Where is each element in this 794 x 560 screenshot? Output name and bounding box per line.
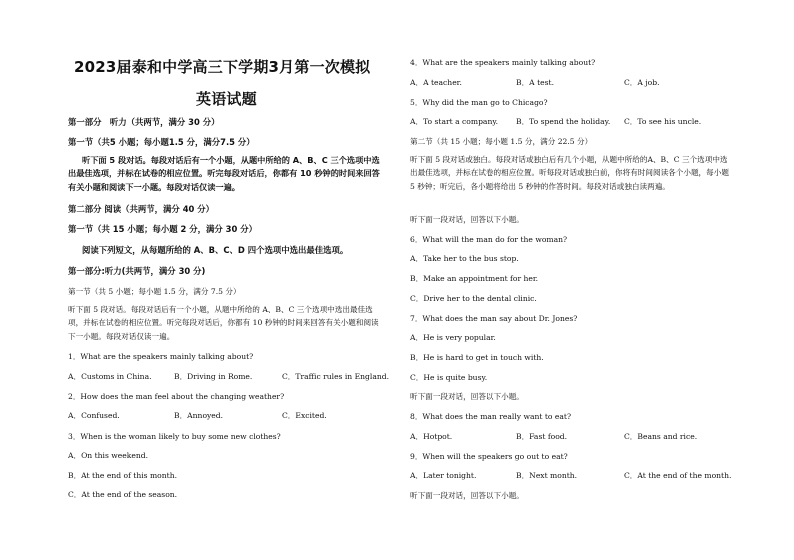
part1b-heading: 第一部分:听力(共两节，满分 30 分) [68, 266, 206, 276]
q9-option-c: C．At the end of the month. [624, 471, 732, 480]
instructions-right: 听下面 5 段对话或独白。每段对话或独白后有几个小题，从题中所给的A、B、C 三个选项中选出最佳选项，并标在试卷的相应位置。听每段对话或独白前，你将有时间阅读各个小题，每小题 5 秒钟；听完后，各小题将给出 5 秒钟的作答时间。每段对话或独白读两遍。 [410, 155, 729, 191]
section1b-heading: 第一节（共 5 小题；每小题 1.5 分，满分 7.5 分） [68, 287, 241, 296]
q6-option-c: C．Drive her to the dental clinic. [410, 294, 537, 303]
q3-option-b: B．At the end of this month. [68, 471, 177, 480]
q9-option-a: A．Later tonight. [410, 471, 477, 480]
listen-prompt-1: 听下面一段对话，回答以下小题。 [410, 215, 524, 224]
q1-option-a: A．Customs in China. [68, 372, 152, 381]
part1-heading: 第一部分 听力（共两节，满分 30 分） [68, 117, 220, 127]
q7-option-c: C．He is quite busy. [410, 373, 488, 382]
question-7: 7．What does the man say about Dr. Jones? [410, 314, 578, 323]
section2-heading-right: 第二节（共 15 小题；每小题 1.5 分，满分 22.5 分） [410, 137, 593, 146]
question-4: 4．What are the speakers mainly talking about? [410, 58, 596, 67]
q7-option-a: A．He is very popular. [410, 333, 496, 342]
instructions1b: 听下面 5 段对话。每段对话后有一个小题，从题中所给的 A、B、C 三个选项中选出最佳选项，并标在试卷的相应位置。听完每段对话后，你都有 10 秒钟的时间来回答有关小题和阅读下一小题。每段对话仅读一遍。 [68, 305, 379, 341]
question-2: 2．How does the man feel about the changing weather? [68, 392, 285, 401]
exam-subtitle: 英语试题 [196, 90, 257, 108]
q2-option-a: A．Confused. [68, 411, 120, 420]
section2-heading: 第一节（共 15 小题；每小题 2 分，满分 30 分） [68, 224, 258, 234]
q4-option-a: A．A teacher. [410, 78, 462, 87]
question-8: 8．What does the man really want to eat? [410, 412, 572, 421]
question-6: 6．What will the man do for the woman? [410, 235, 568, 244]
q4-option-c: C．A job. [624, 78, 660, 87]
instructions2: 阅读下列短文，从每题所给的 A、B、C、D 四个选项中选出最佳选项。 [82, 245, 349, 255]
q6-option-a: A．Take her to the bus stop. [410, 254, 519, 263]
exam-title: 2023届泰和中学高三下学期3月第一次模拟 [74, 58, 371, 76]
question-1: 1．What are the speakers mainly talking about? [68, 352, 254, 361]
question-9: 9．When will the speakers go out to eat? [410, 452, 568, 461]
q6-option-b: B．Make an appointment for her. [410, 274, 539, 283]
question-5: 5．Why did the man go to Chicago? [410, 98, 548, 107]
q5-option-a: A．To start a company. [410, 117, 499, 126]
q3-option-c: C．At the end of the season. [68, 490, 178, 499]
q8-option-a: A．Hotpot. [410, 432, 453, 441]
q8-option-c: C．Beans and rice. [624, 432, 698, 441]
part2-heading: 第二部分 阅读（共两节，满分 40 分） [68, 204, 215, 214]
q1-option-b: B．Driving in Rome. [174, 372, 253, 381]
section1-heading: 第一节（共5 小题；每小题1.5 分，满分7.5 分） [68, 137, 255, 147]
q4-option-b: B．A test. [516, 78, 554, 87]
q2-option-b: B．Annoyed. [174, 411, 224, 420]
question-3: 3．When is the woman likely to buy some new clothes? [68, 432, 281, 441]
instructions1: 听下面 5 段对话。每段对话后有一个小题，从题中所给的 A、B、C 三个选项中选出最佳选项，并标在试卷的相应位置。听完每段对话后，你都有 10 秒钟的时间来回答有关小题和阅读下一小题。每段对话仅读一遍。 [68, 155, 380, 192]
q5-option-c: C．To see his uncle. [624, 117, 702, 126]
q2-option-c: C．Excited. [282, 411, 327, 420]
q1-option-c: C．Traffic rules in England. [282, 372, 390, 381]
q8-option-b: B．Fast food. [516, 432, 568, 441]
q7-option-b: B．He is hard to get in touch with. [410, 353, 544, 362]
listen-prompt-2: 听下面一段对话，回答以下小题。 [410, 392, 524, 401]
q9-option-b: B．Next month. [516, 471, 578, 480]
q5-option-b: B．To spend the holiday. [516, 117, 611, 126]
q3-option-a: A．On this weekend. [68, 451, 149, 460]
listen-prompt-3: 听下面一段对话，回答以下小题。 [410, 491, 524, 500]
